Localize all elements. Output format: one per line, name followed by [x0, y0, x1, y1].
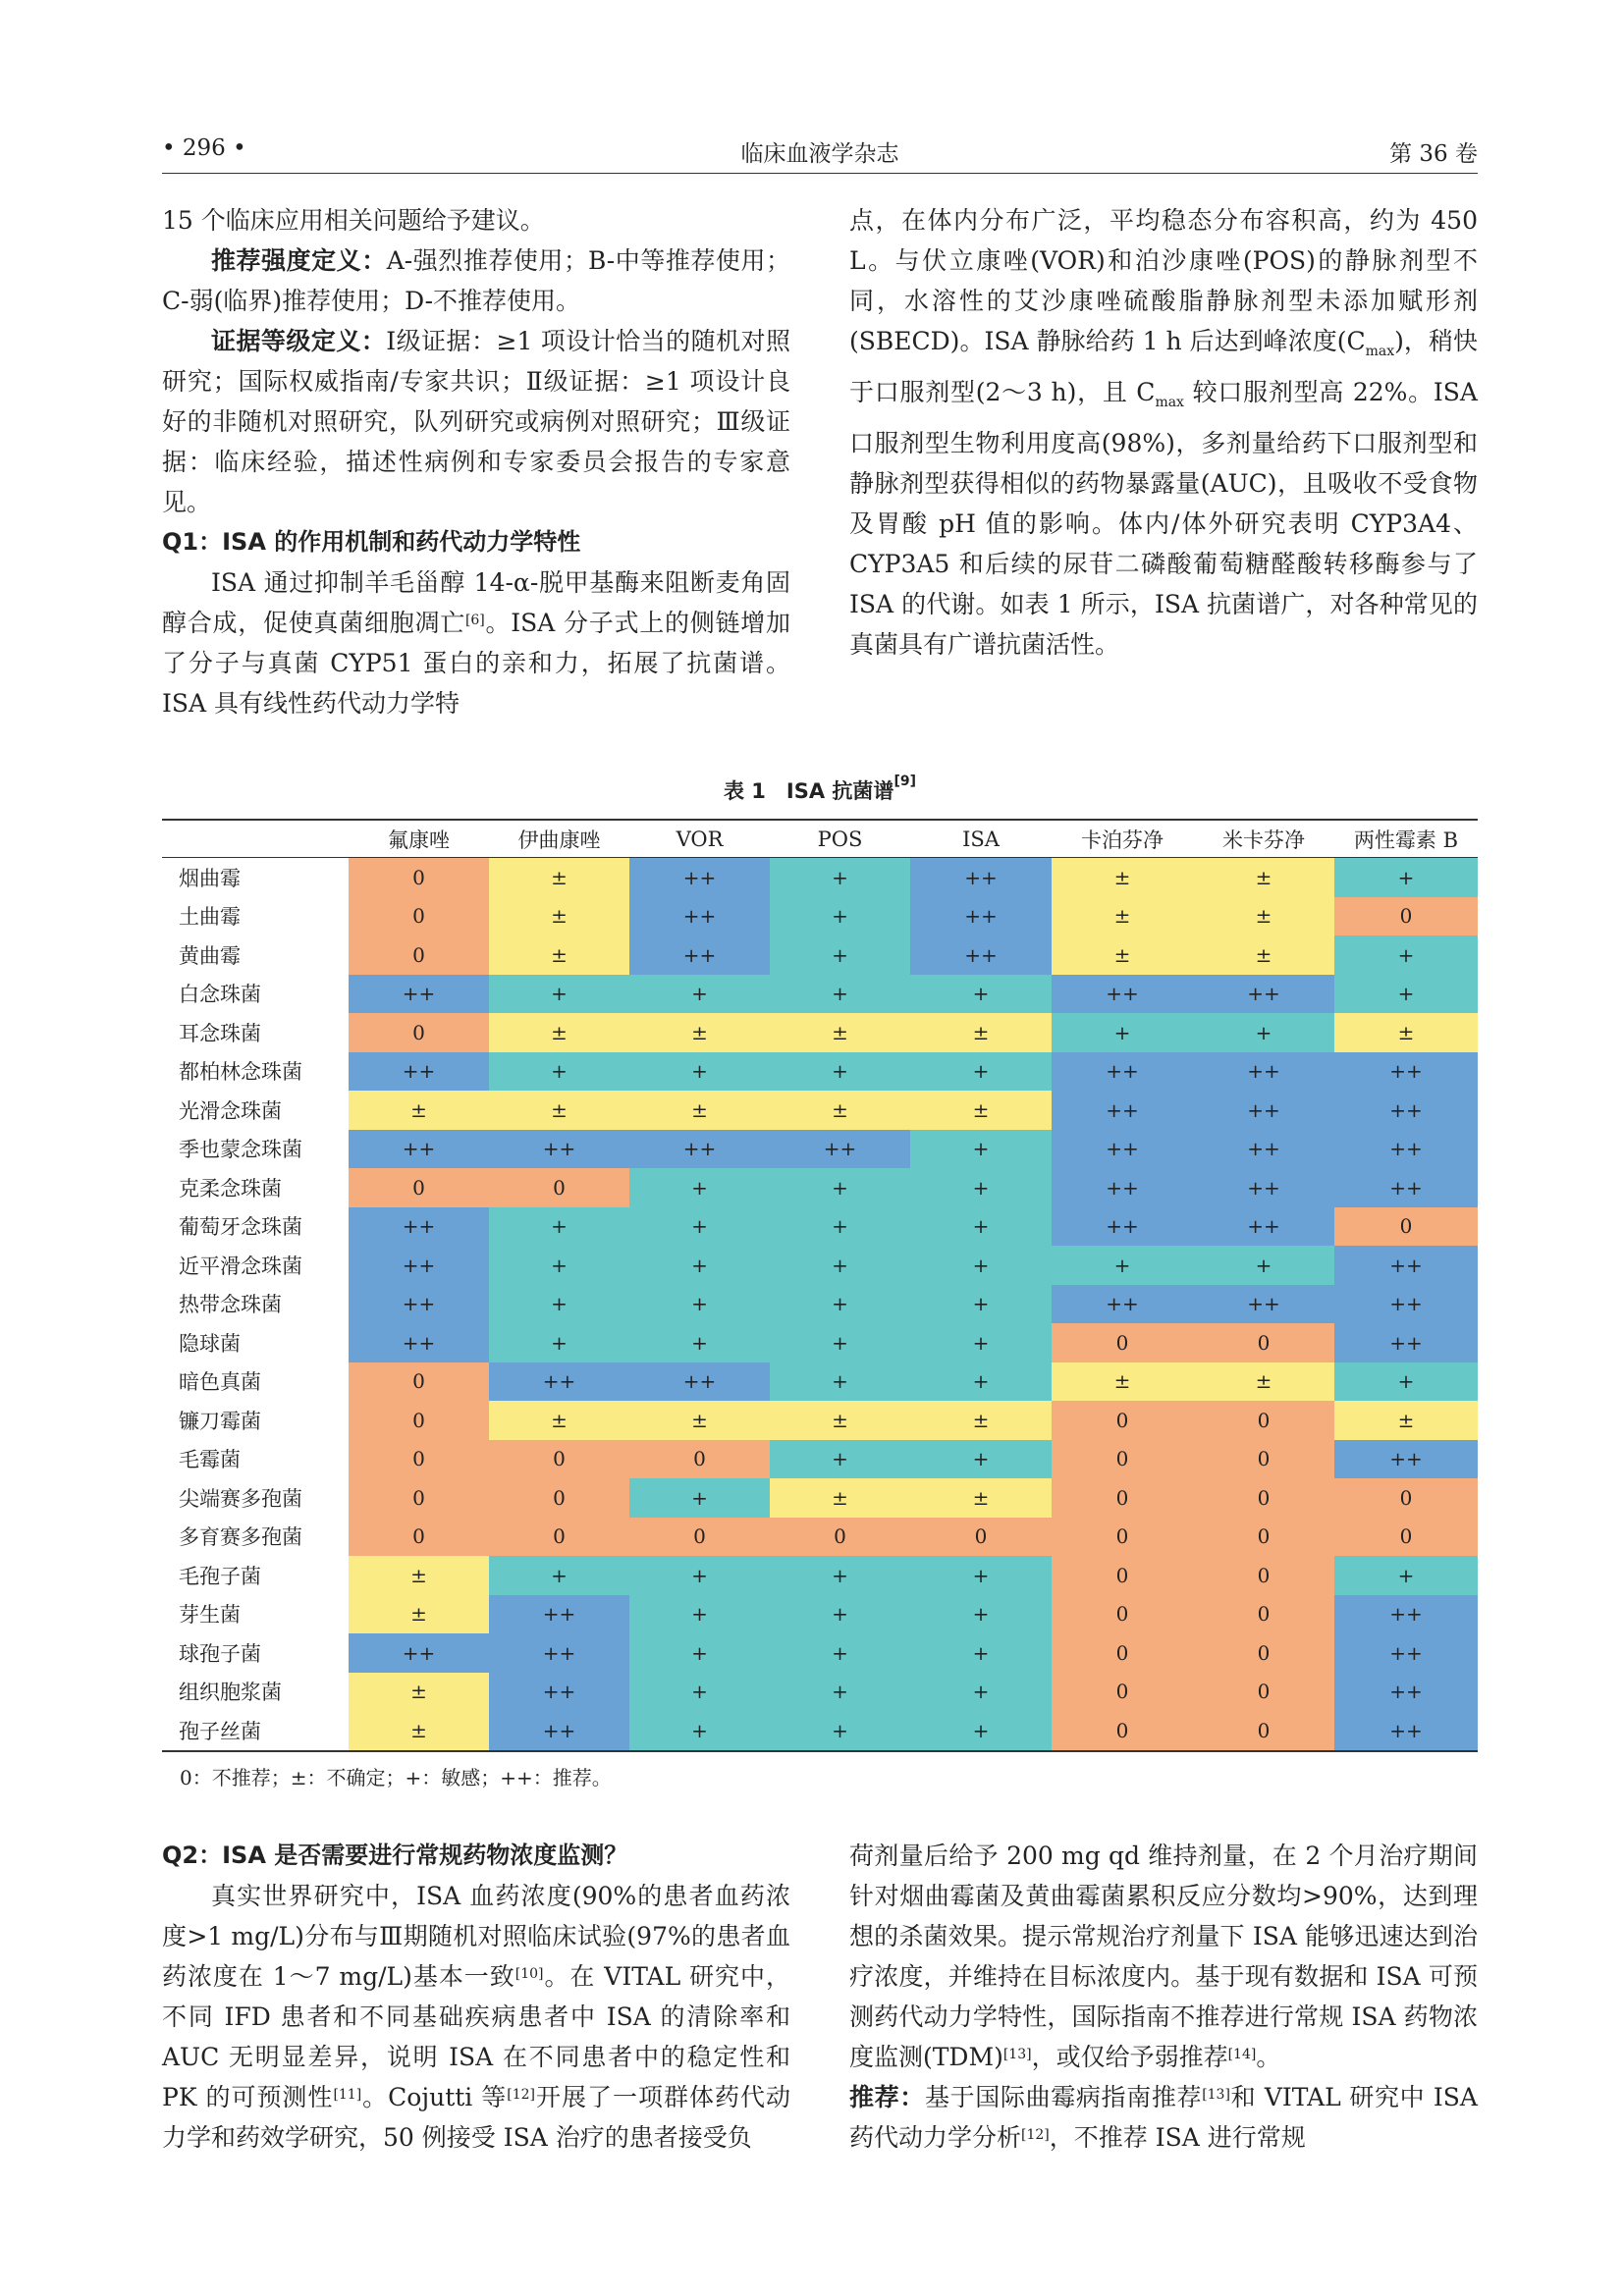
table-caption: 表 1 ISA 抗菌谱[9]	[724, 774, 916, 803]
rating-cell: ++	[1193, 1052, 1334, 1092]
rating-cell: +	[770, 858, 910, 897]
rating-cell: +	[770, 975, 910, 1014]
rating-cell: 0	[1193, 1556, 1334, 1595]
rating-cell: ++	[1193, 1285, 1334, 1324]
rating-cell: 0	[1334, 1207, 1478, 1247]
rating-cell: +	[770, 1633, 910, 1673]
table-row	[162, 897, 1478, 936]
rating-cell: ±	[910, 1478, 1052, 1518]
organism-cell: 克柔念珠菌	[179, 1176, 282, 1201]
rating-cell: +	[770, 1362, 910, 1402]
rating-cell: +	[910, 1285, 1052, 1324]
rating-cell: ++	[1334, 1673, 1478, 1712]
rating-cell: 0	[1193, 1673, 1334, 1712]
rating-cell: ++	[1193, 1168, 1334, 1207]
organism-cell: 毛霉菌	[179, 1448, 241, 1472]
rating-cell: +	[770, 1556, 910, 1595]
rating-cell: ++	[1193, 1091, 1334, 1130]
rating-cell: ++	[770, 1130, 910, 1169]
rating-cell: +	[629, 1711, 770, 1751]
rating-cell: ±	[1052, 858, 1193, 897]
rating-cell: ++	[489, 1595, 629, 1634]
rating-cell: ++	[1193, 1207, 1334, 1247]
rating-cell: ±	[1193, 1362, 1334, 1402]
rating-cell: 0	[1052, 1673, 1193, 1712]
rating-cell: +	[629, 1323, 770, 1362]
table-row	[162, 1052, 1478, 1092]
bottom-right-column	[849, 1836, 1478, 2158]
rating-cell: ±	[910, 1091, 1052, 1130]
rating-cell: ++	[349, 1285, 489, 1324]
rating-cell: ++	[489, 1673, 629, 1712]
table-row	[162, 1285, 1478, 1324]
rating-cell: ±	[489, 1013, 629, 1052]
rating-cell: +	[629, 1168, 770, 1207]
page-number: • 296 •	[162, 135, 246, 161]
organism-cell: 球孢子菌	[179, 1641, 261, 1666]
table-row	[162, 1362, 1478, 1402]
rating-cell: ±	[349, 1595, 489, 1634]
rating-cell: ++	[629, 1362, 770, 1402]
tdm-paragraph: 荷剂量后给予 200 mg qd 维持剂量，在 2 个月治疗期间针对烟曲霉菌及黄曲霉菌累积反应分数均>90%，达到理想的杀菌效果。提示常规治疗剂量下 ISA 能够迅速达到治疗浓度，并维持在目标浓度内。基于现有数据和 ISA 可预测药代动力学特性，国际指南不推荐进行常规 ISA 药物浓度监测(TDM)[13]，或仅给予弱推荐[14]。	[849, 1842, 1478, 2071]
rating-cell: ±	[629, 1091, 770, 1130]
rating-cell: 0	[489, 1478, 629, 1518]
rating-cell: 0	[1193, 1401, 1334, 1440]
rating-cell: ±	[489, 935, 629, 975]
rating-cell: +	[910, 1323, 1052, 1362]
organism-cell: 暗色真菌	[179, 1370, 261, 1395]
organism-cell: 毛孢子菌	[179, 1564, 261, 1588]
table-row	[162, 1246, 1478, 1285]
rating-cell: 0	[1193, 1518, 1334, 1557]
rating-cell: +	[910, 975, 1052, 1014]
recommendation-paragraph: 推荐：基于国际曲霉病指南推荐[13]和 VITAL 研究中 ISA 药代动力学分析[12]，不推荐 ISA 进行常规	[849, 2083, 1478, 2152]
top-left-column	[162, 200, 790, 723]
rating-cell: +	[489, 1246, 629, 1285]
rating-cell: 0	[349, 1401, 489, 1440]
rating-cell: ±	[1193, 897, 1334, 936]
organism-cell: 芽生菌	[179, 1603, 241, 1628]
rating-cell: ++	[1334, 1285, 1478, 1324]
rating-cell: ++	[1052, 1052, 1193, 1092]
rating-cell: ±	[770, 1401, 910, 1440]
table-row	[162, 1091, 1478, 1130]
organism-cell: 多育赛多孢菌	[179, 1525, 302, 1550]
rating-cell: +	[1334, 975, 1478, 1014]
table-row	[162, 1207, 1478, 1247]
organism-cell: 热带念珠菌	[179, 1293, 282, 1317]
table-row	[162, 1440, 1478, 1479]
rating-cell: 0	[770, 1518, 910, 1557]
rating-cell: ±	[489, 1401, 629, 1440]
rating-cell: ++	[1052, 1130, 1193, 1169]
rating-cell: 0	[1052, 1323, 1193, 1362]
table-header-row	[162, 820, 1478, 858]
header-drug: ISA	[910, 820, 1052, 858]
table-row	[162, 858, 1478, 897]
rating-cell: 0	[1193, 1711, 1334, 1751]
organism-cell: 黄曲霉	[179, 943, 241, 968]
rating-cell: ±	[770, 1091, 910, 1130]
rating-cell: ++	[1334, 1052, 1478, 1092]
rating-cell: +	[770, 1052, 910, 1092]
rating-cell: ++	[1052, 1168, 1193, 1207]
rating-cell: +	[629, 1595, 770, 1634]
rating-cell: +	[489, 975, 629, 1014]
rating-cell: +	[1334, 858, 1478, 897]
bottom-left-column	[162, 1836, 790, 2158]
table-row	[162, 1013, 1478, 1052]
organism-cell: 尖端赛多孢菌	[179, 1486, 302, 1511]
organism-cell: 光滑念珠菌	[179, 1098, 282, 1123]
rating-cell: ±	[1334, 1013, 1478, 1052]
organism-cell: 葡萄牙念珠菌	[179, 1215, 302, 1240]
rating-cell: ±	[1334, 1401, 1478, 1440]
rating-cell: 0	[489, 1168, 629, 1207]
rating-cell: ++	[349, 1633, 489, 1673]
header-drug: 伊曲康唑	[489, 820, 629, 858]
rating-cell: 0	[1334, 897, 1478, 936]
rating-cell: +	[629, 975, 770, 1014]
rating-cell: +	[1052, 1246, 1193, 1285]
organism-cell: 镰刀霉菌	[179, 1409, 261, 1433]
rating-cell: 0	[1052, 1518, 1193, 1557]
rating-cell: ±	[349, 1556, 489, 1595]
rating-cell: +	[629, 1246, 770, 1285]
rating-cell: +	[489, 1323, 629, 1362]
rating-cell: ++	[1052, 1207, 1193, 1247]
rating-cell: ++	[1193, 975, 1334, 1014]
evidence-definition: 证据等级定义：Ⅰ级证据：≥1 项设计恰当的随机对照研究；国际权威指南/专家共识；Ⅱ级证据：≥1 项设计良好的非随机对照研究，队列研究或病例对照研究；Ⅲ级证据：临床经验，描述性病例和专家委员会报告的专家意见。	[162, 327, 790, 516]
rating-cell: 0	[489, 1518, 629, 1557]
organism-cell: 耳念珠菌	[179, 1021, 261, 1045]
rating-cell: 0	[349, 1362, 489, 1402]
rating-cell: ±	[629, 1013, 770, 1052]
rating-cell: ++	[489, 1362, 629, 1402]
rating-cell: +	[910, 1130, 1052, 1169]
rating-cell: ++	[349, 1207, 489, 1247]
table-row	[162, 1130, 1478, 1169]
table-row	[162, 1478, 1478, 1518]
organism-cell: 季也蒙念珠菌	[179, 1138, 302, 1162]
rating-cell: ±	[629, 1401, 770, 1440]
rating-cell: ++	[1334, 1633, 1478, 1673]
rating-cell: 0	[349, 1478, 489, 1518]
header-drug: 氟康唑	[349, 820, 489, 858]
table-footnote: 0：不推荐；±：不确定；+：敏感；++：推荐。	[180, 1766, 612, 1789]
rating-cell: 0	[1334, 1478, 1478, 1518]
rating-cell: ++	[629, 1130, 770, 1169]
rating-cell: 0	[1052, 1633, 1193, 1673]
header-drug: POS	[770, 820, 910, 858]
rating-cell: 0	[349, 897, 489, 936]
rating-cell: ++	[1334, 1323, 1478, 1362]
table-row	[162, 1518, 1478, 1557]
organism-cell: 土曲霉	[179, 905, 241, 930]
rating-cell: ++	[1334, 1130, 1478, 1169]
volume-label: 第 36 卷	[1389, 141, 1478, 167]
organism-cell: 孢子丝菌	[179, 1719, 261, 1743]
rating-cell: +	[629, 1478, 770, 1518]
rating-cell: +	[910, 1052, 1052, 1092]
rating-cell: 0	[489, 1440, 629, 1479]
rating-cell: 0	[1052, 1478, 1193, 1518]
rating-cell: ++	[910, 858, 1052, 897]
rating-cell: +	[770, 1168, 910, 1207]
rating-cell: 0	[1052, 1401, 1193, 1440]
rating-cell: ++	[1334, 1440, 1478, 1479]
strength-definition: 推荐强度定义：A-强烈推荐使用；B-中等推荐使用；C-弱(临界)推荐使用；D-不推荐使用。	[162, 246, 790, 315]
rating-cell: ±	[1052, 935, 1193, 975]
rating-cell: ++	[489, 1711, 629, 1751]
rating-cell: ++	[910, 935, 1052, 975]
rating-cell: +	[1334, 935, 1478, 975]
rating-cell: +	[910, 1595, 1052, 1634]
rating-cell: +	[629, 1673, 770, 1712]
header-drug: 卡泊芬净	[1052, 820, 1193, 858]
rating-cell: 0	[910, 1518, 1052, 1557]
rating-cell: ++	[349, 1323, 489, 1362]
rating-cell: +	[910, 1633, 1052, 1673]
rating-cell: 0	[1193, 1323, 1334, 1362]
rating-cell: +	[629, 1052, 770, 1092]
rating-cell: ±	[1052, 1362, 1193, 1402]
table-row	[162, 1711, 1478, 1751]
table-row	[162, 975, 1478, 1014]
pk-paragraph: 点，在体内分布广泛，平均稳态分布容积高，约为 450 L。与伏立康唑(VOR)和泊沙康唑(POS)的静脉剂型不同，水溶性的艾沙康唑硫酸脂静脉剂型未添加赋形剂(SBECD)。ISA 静脉给药 1 h 后达到峰浓度$(C_{max})$，稍快于口服剂型(2～3 h)，且 $C_{max}$ 较口服剂型高 22%。ISA 口服剂型生物利用度高(98%)，多剂量给药下口服剂型和静脉剂型获得相似的药物暴露量(AUC)，且吸收不受食物及胃酸 pH 值的影响。体内/体外研究表明 CYP3A4、CYP3A5 和后续的尿苷二磷酸葡萄糖醛酸转移酶参与了 ISA 的代谢。如表 1 所示，ISA 抗菌谱广，对各种常见的真菌具有广谱抗菌活性。	[849, 206, 1478, 659]
intro-line: 15 个临床应用相关问题给予建议。	[162, 206, 545, 235]
rating-cell: 0	[1334, 1518, 1478, 1557]
q2-paragraph: 真实世界研究中，ISA 血药浓度(90%的患者血药浓度>1 mg/L)分布与Ⅲ期随机对照临床试验(97%的患者血药浓度在 1～7 mg/L)基本一致[10]。在 VITAL 研究中，不同 IFD 患者和不同基础疾病患者中 ISA 的清除率和 AUC 无明显差异，说明 ISA 在不同患者中的稳定性和 PK 的可预测性[11]。Cojutti 等[12]开展了一项群体药代动力学和药效学研究，50 例接受 ISA 治疗的患者接受负	[162, 1882, 790, 2152]
rating-cell: ±	[489, 897, 629, 936]
rating-cell: +	[910, 1711, 1052, 1751]
rating-cell: +	[770, 1323, 910, 1362]
rating-cell: ±	[1052, 897, 1193, 936]
rating-cell: +	[910, 1362, 1052, 1402]
rating-cell: ++	[1334, 1168, 1478, 1207]
rating-cell: ++	[1052, 1091, 1193, 1130]
rating-cell: ++	[1334, 1711, 1478, 1751]
running-header	[162, 130, 1478, 174]
table-row	[162, 935, 1478, 975]
rating-cell: ±	[1193, 935, 1334, 975]
rating-cell: +	[770, 1207, 910, 1247]
rating-cell: +	[770, 1440, 910, 1479]
table-row	[162, 1673, 1478, 1712]
organism-cell: 白念珠菌	[179, 983, 261, 1007]
rating-cell: +	[1334, 1362, 1478, 1402]
rating-cell: +	[910, 1207, 1052, 1247]
rating-cell: ++	[629, 897, 770, 936]
organism-cell: 都柏林念珠菌	[179, 1060, 302, 1085]
q1-paragraph: ISA 通过抑制羊毛甾醇 14-α-脱甲基酶来阻断麦角固醇合成，促使真菌细胞凋亡[6]。ISA 分子式上的侧链增加了分子与真菌 CYP51 蛋白的亲和力，拓展了抗菌谱。ISA 具有线性药代动力学特	[162, 568, 790, 718]
organism-cell: 组织胞浆菌	[179, 1681, 282, 1705]
rating-cell: 0	[1052, 1595, 1193, 1634]
table-row	[162, 1401, 1478, 1440]
rating-cell: 0	[349, 935, 489, 975]
rating-cell: ++	[910, 897, 1052, 936]
organism-cell: 烟曲霉	[179, 866, 241, 890]
header-drug: VOR	[629, 820, 770, 858]
rating-cell: +	[629, 1285, 770, 1324]
rating-cell: 0	[1193, 1478, 1334, 1518]
rating-cell: +	[910, 1246, 1052, 1285]
table-row	[162, 1556, 1478, 1595]
rating-cell: +	[910, 1556, 1052, 1595]
header-drug: 米卡芬净	[1193, 820, 1334, 858]
table-row	[162, 1595, 1478, 1634]
rating-cell: 0	[1193, 1633, 1334, 1673]
rating-cell: 0	[349, 1168, 489, 1207]
rating-cell: +	[770, 1285, 910, 1324]
rating-cell: +	[629, 1207, 770, 1247]
header-drug: 两性霉素 B	[1334, 820, 1478, 858]
rating-cell: 0	[349, 858, 489, 897]
rating-cell: +	[770, 1711, 910, 1751]
rating-cell: +	[629, 1633, 770, 1673]
rating-cell: +	[770, 1595, 910, 1634]
header-organism	[162, 820, 349, 858]
rating-cell: +	[1193, 1246, 1334, 1285]
q2-heading: Q2：ISA 是否需要进行常规药物浓度监测？	[162, 1842, 628, 1869]
rating-cell: ++	[349, 1052, 489, 1092]
rating-cell: ±	[770, 1478, 910, 1518]
organism-cell: 近平滑念珠菌	[179, 1254, 302, 1278]
rating-cell: 0	[349, 1013, 489, 1052]
rating-cell: ±	[910, 1013, 1052, 1052]
q1-heading: Q1：ISA 的作用机制和药代动力学特性	[162, 528, 581, 556]
rating-cell: ++	[349, 1130, 489, 1169]
rating-cell: ++	[1334, 1595, 1478, 1634]
rating-cell: ++	[349, 1246, 489, 1285]
rating-cell: ++	[1193, 1130, 1334, 1169]
rating-cell: 0	[629, 1518, 770, 1557]
rating-cell: +	[629, 1556, 770, 1595]
top-right-column	[849, 200, 1478, 665]
rating-cell: ±	[770, 1013, 910, 1052]
rating-cell: +	[1334, 1556, 1478, 1595]
rating-cell: ±	[349, 1711, 489, 1751]
rating-cell: 0	[629, 1440, 770, 1479]
rating-cell: +	[489, 1285, 629, 1324]
rating-cell: ++	[629, 935, 770, 975]
rating-cell: 0	[349, 1440, 489, 1479]
rating-cell: 0	[1193, 1595, 1334, 1634]
table-row	[162, 1323, 1478, 1362]
rating-cell: +	[770, 897, 910, 936]
rating-cell: ±	[489, 1091, 629, 1130]
rating-cell: +	[910, 1440, 1052, 1479]
rating-cell: +	[770, 1673, 910, 1712]
rating-cell: 0	[1052, 1711, 1193, 1751]
rating-cell: +	[489, 1556, 629, 1595]
antifungal-spectrum-table	[162, 819, 1478, 1752]
table-row	[162, 1633, 1478, 1673]
rating-cell: ±	[489, 858, 629, 897]
rating-cell: ±	[910, 1401, 1052, 1440]
rating-cell: ++	[1052, 975, 1193, 1014]
rating-cell: ++	[1334, 1246, 1478, 1285]
rating-cell: ±	[349, 1673, 489, 1712]
table-row	[162, 1168, 1478, 1207]
rating-cell: ++	[629, 858, 770, 897]
rating-cell: ++	[489, 1130, 629, 1169]
rating-cell: +	[489, 1207, 629, 1247]
rating-cell: +	[1193, 1013, 1334, 1052]
rating-cell: 0	[1193, 1440, 1334, 1479]
rating-cell: 0	[1052, 1440, 1193, 1479]
rating-cell: ++	[1052, 1285, 1193, 1324]
rating-cell: ±	[349, 1091, 489, 1130]
rating-cell: 0	[1052, 1556, 1193, 1595]
rating-cell: +	[1052, 1013, 1193, 1052]
organism-cell: 隐球菌	[179, 1331, 241, 1356]
rating-cell: ++	[349, 975, 489, 1014]
rating-cell: 0	[349, 1518, 489, 1557]
rating-cell: +	[770, 935, 910, 975]
journal-title: 临床血液学杂志	[740, 141, 899, 167]
rating-cell: +	[910, 1168, 1052, 1207]
rating-cell: +	[910, 1673, 1052, 1712]
rating-cell: ±	[1193, 858, 1334, 897]
rating-cell: +	[489, 1052, 629, 1092]
rating-cell: +	[770, 1246, 910, 1285]
rating-cell: ++	[1334, 1091, 1478, 1130]
rating-cell: ++	[489, 1633, 629, 1673]
